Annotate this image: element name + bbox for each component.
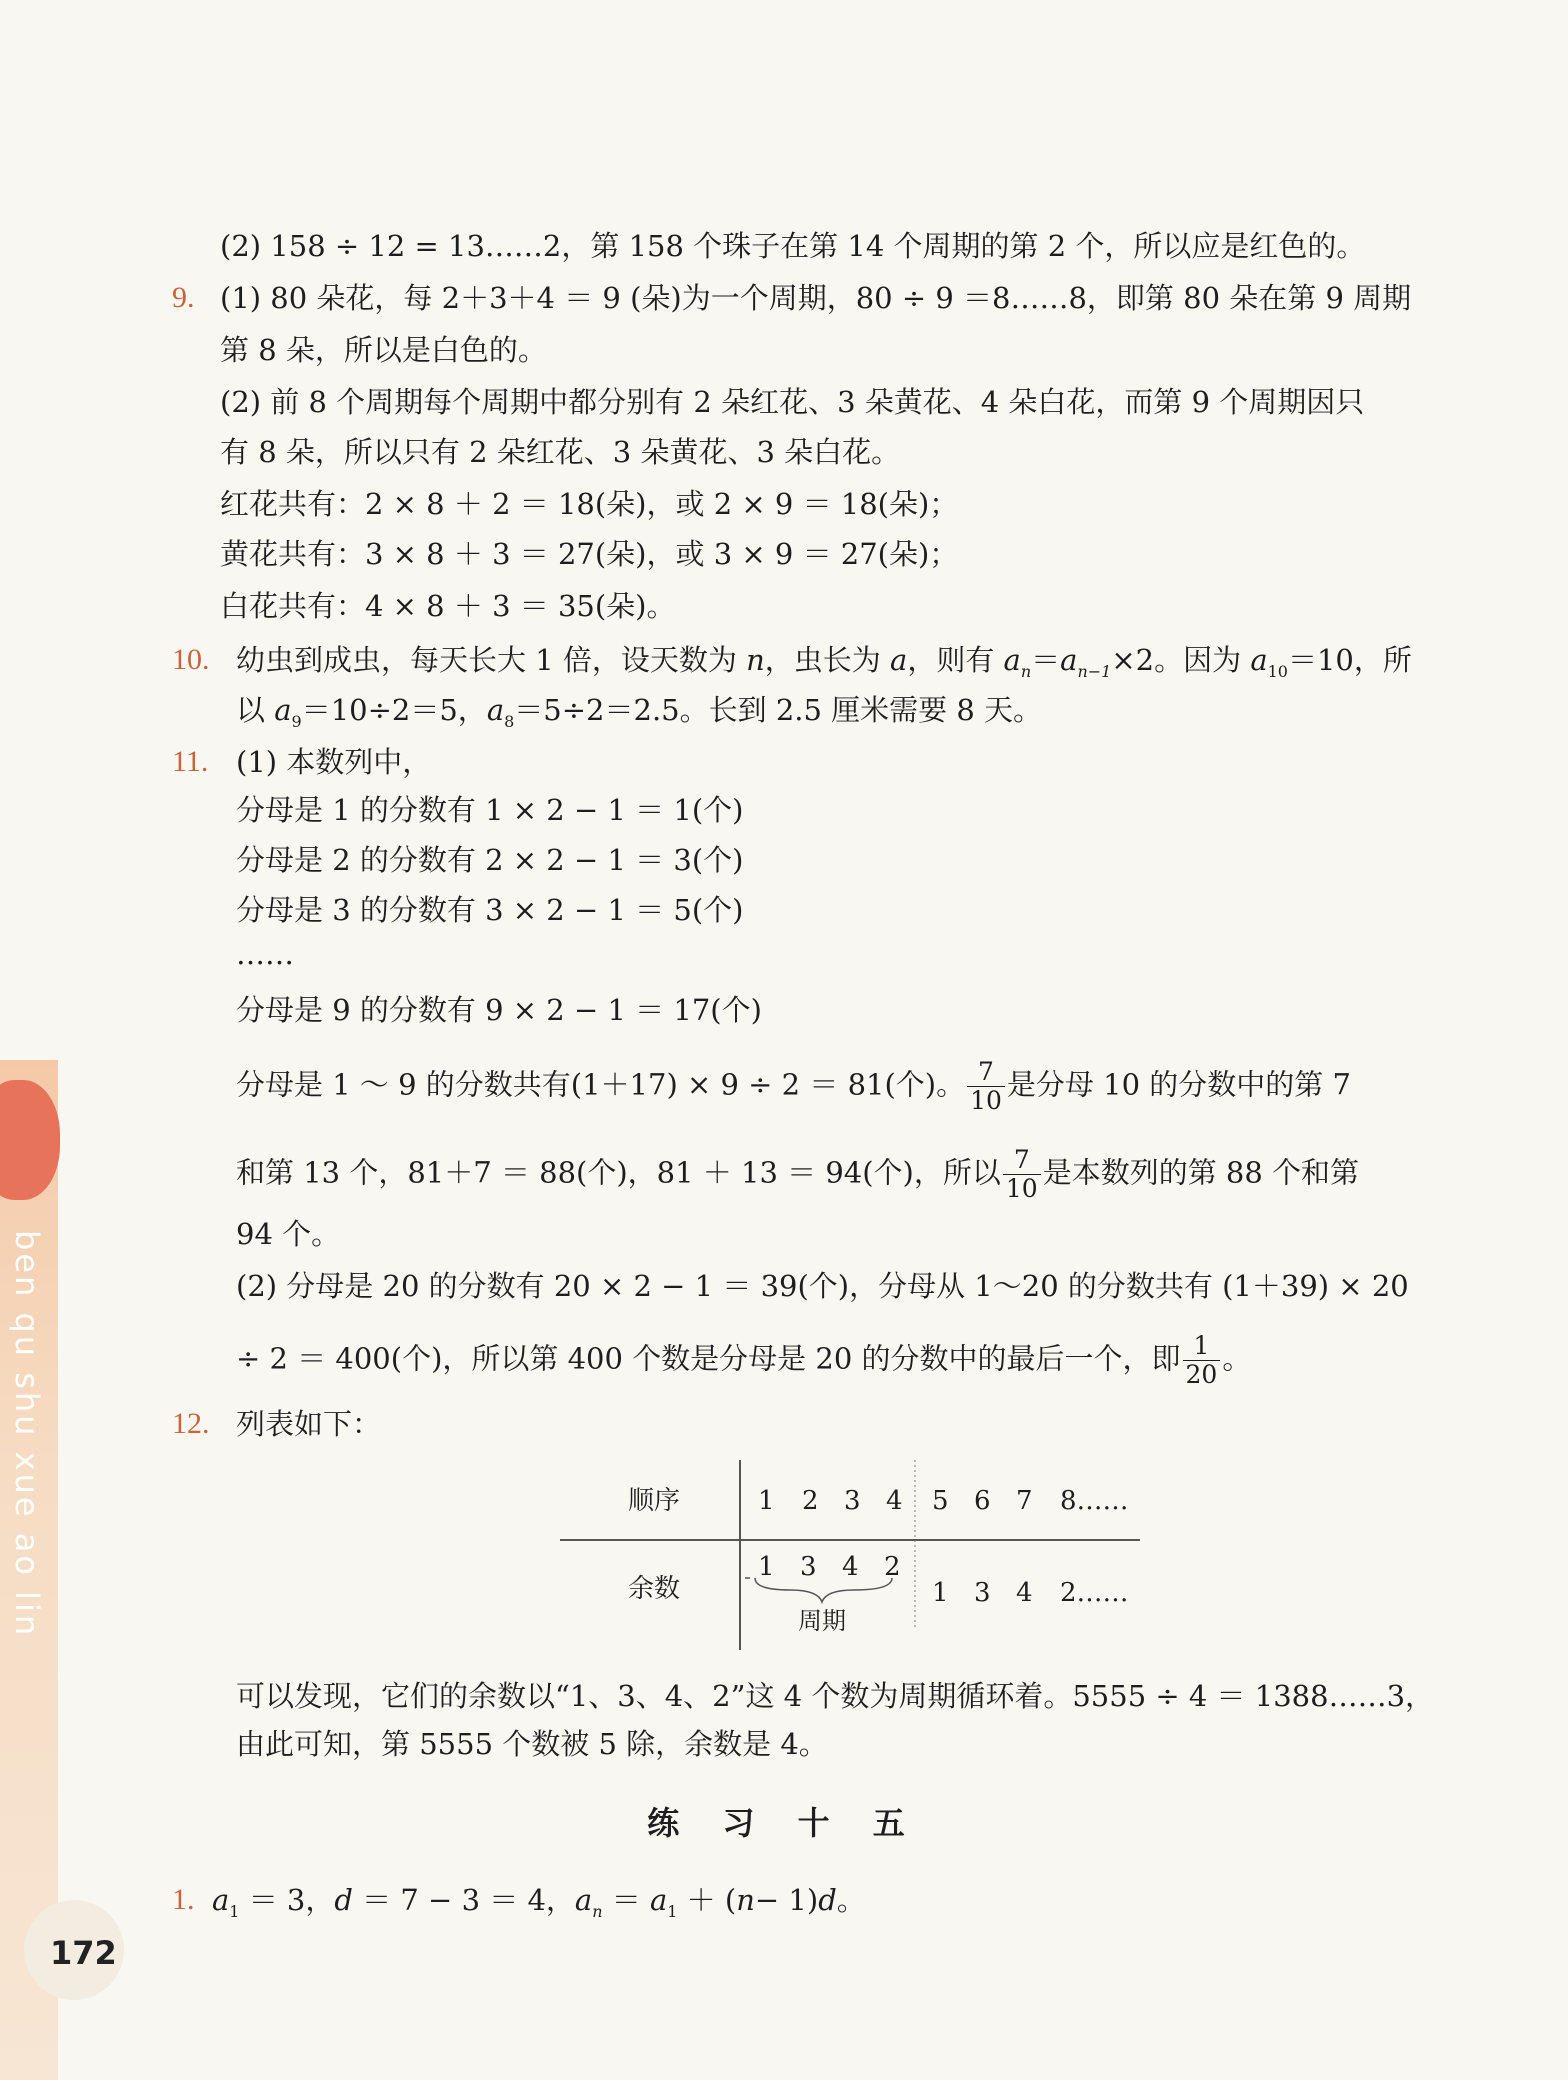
ex1-line-1: $a_1 = 3$，d ＝ 7 − 3 ＝ 4，$a_n = a_1 + (n- 1)d$。 (212, 1883, 866, 1921)
q11-number: 11. (172, 745, 209, 778)
order-cell: 4 (886, 1486, 903, 1516)
remainder-cell: 2 (884, 1552, 901, 1582)
remainder-table (560, 1460, 1160, 1650)
ex1-number: 1. (172, 1883, 195, 1916)
q8-line-1: (2) 158 ÷ 12 = 13……2，第 158 个珠子在第 14 个周期的第 2 个，所以应是红色的。 (220, 229, 1366, 263)
q9-number: 9. (172, 281, 195, 314)
order-cell: 7 (1016, 1486, 1033, 1516)
page-number: 172 (50, 1934, 117, 1972)
q11-line-4: 分母是 3 的分数有 3 × 2 − 1 ＝ 5(个) (236, 893, 744, 927)
q11-line-5: …… (236, 937, 294, 971)
table-row1-label: 顺序 (628, 1486, 681, 1516)
table-row2-label: 余数 (628, 1574, 681, 1604)
q11-line-7: 分母是 1 ～ 9 的分数共有(1＋17) × 9 ÷ 2 ＝ 81(个)。 $\frac{7}{10}$ 是分母 10 的分数中的第 7 (236, 1057, 1351, 1115)
remainder-cell: 4 (1016, 1578, 1033, 1608)
q11-line-11: ÷ 2 ＝ 400(个)，所以第 400 个数是分母是 20 的分数中的最后一个，即 $\frac{1}{20}$ 。 (236, 1331, 1252, 1389)
remainder-cell: 3 (800, 1552, 817, 1582)
q11-line-10: (2) 分母是 20 的分数有 20 × 2 − 1 ＝ 39(个)，分母从 1～20 的分数共有 (1＋39) × 20 (236, 1269, 1409, 1303)
q12-line-2: 可以发现，它们的余数以“1、3、4、2”这 4 个数为周期循环着。5555 ÷ 4 ＝ 1388……3， (236, 1679, 1435, 1713)
q11-line-2: 分母是 1 的分数有 1 × 2 − 1 ＝ 1(个) (236, 793, 744, 827)
q11-line-9: 94 个。 (236, 1217, 341, 1251)
order-cell: 6 (974, 1486, 991, 1516)
remainder-cell: 1 (932, 1578, 949, 1608)
q12-number: 12. (172, 1407, 210, 1440)
q11-line-8: 和第 13 个，81＋7 ＝ 88(个)，81 ＋ 13 ＝ 94(个)，所以 $\frac{7}{10}$ 是本数列的第 88 个和第 (236, 1145, 1360, 1203)
q12-line-3: 由此可知，第 5555 个数被 5 除，余数是 4。 (236, 1727, 828, 1761)
fraction-1-20: $\frac{1}{20}$ (1183, 1332, 1221, 1389)
q9-line-5: 红花共有：2 × 8 ＋ 2 ＝ 18(朵)，或 2 × 9 ＝ 18(朵)； (220, 487, 959, 521)
q9-line-6: 黄花共有：3 × 8 ＋ 3 ＝ 27(朵)，或 3 × 9 ＝ 27(朵)； (220, 537, 959, 571)
q9-line-2: 第 8 朵，所以是白色的。 (220, 333, 547, 367)
order-cell: 3 (844, 1486, 861, 1516)
fraction-7-10-b: $\frac{7}{10}$ (1003, 1146, 1041, 1203)
q9-line-1: (1) 80 朵花，每 2＋3＋4 ＝ 9 (朵)为一个周期，80 ÷ 9 ＝8……8，即第 80 朵在第 9 周期 (220, 281, 1412, 315)
q10-number: 10. (172, 643, 210, 676)
order-cell: 1 (758, 1486, 775, 1516)
q10-line-2: 以 $a_9=10\div 2=5$，$a_8=5\div 2=2.5$。长到 2.5 厘米需要 8 天。 (236, 693, 1043, 731)
side-vertical-text: ben qu shu xue ao lin (8, 1230, 46, 1639)
q11-line-3: 分母是 2 的分数有 2 × 2 − 1 ＝ 3(个) (236, 843, 744, 877)
order-cell: 5 (932, 1486, 949, 1516)
remainder-cell: 3 (974, 1578, 991, 1608)
remainder-cell: 4 (842, 1552, 859, 1582)
fraction-7-10: $\frac{7}{10}$ (967, 1058, 1005, 1115)
order-cell: 2 (802, 1486, 819, 1516)
period-label: 周期 (798, 1607, 846, 1635)
q12-line-1: 列表如下： (236, 1407, 382, 1441)
order-cell: 8…… (1060, 1486, 1129, 1516)
q9-line-7: 白花共有：4 × 8 ＋ 3 ＝ 35(朵)。 (220, 589, 676, 623)
q11-line-6: 分母是 9 的分数有 9 × 2 − 1 ＝ 17(个) (236, 993, 762, 1027)
remainder-cell: 2…… (1060, 1578, 1129, 1608)
section-heading: 练 习 十 五 (647, 1804, 921, 1842)
q9-line-3: (2) 前 8 个周期每个周期中都分别有 2 朵红花、3 朵黄花、4 朵白花，而第 9 个周期因只 (220, 385, 1365, 419)
q9-line-4: 有 8 朵，所以只有 2 朵红花、3 朵黄花、3 朵白花。 (220, 435, 901, 469)
q11-line-1: (1) 本数列中， (236, 745, 432, 779)
remainder-cell: 1 (758, 1552, 775, 1582)
q10-line-1: 幼虫到成虫，每天长大 1 倍，设天数为 n，虫长为 a，则有 $a_n=a_{n-1}\times 2$。因为 $a_{10}=10$，所 (236, 643, 1412, 681)
